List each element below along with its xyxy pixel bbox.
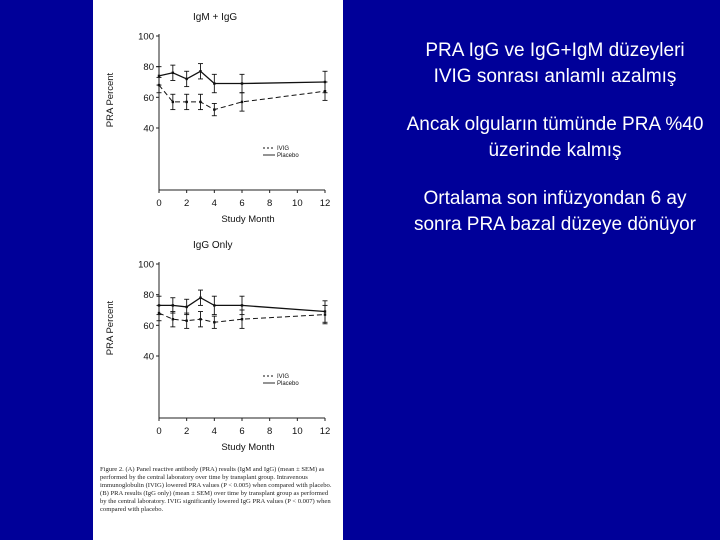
- x-tick-label: 2: [184, 426, 190, 437]
- y-tick-label: 80: [143, 290, 154, 302]
- data-point: [185, 78, 187, 80]
- x-tick-label: 6: [239, 426, 245, 437]
- data-point: [199, 318, 201, 320]
- y-tick-label: 80: [143, 62, 154, 74]
- y-tick-label: 100: [138, 31, 154, 43]
- data-point: [199, 101, 201, 103]
- legend-label: Placebo: [277, 153, 299, 159]
- y-tick-label: 60: [143, 92, 154, 104]
- legend-label: Placebo: [277, 381, 299, 387]
- data-point: [241, 101, 243, 103]
- chart-title: IgM + IgG: [193, 12, 238, 23]
- x-tick-label: 4: [211, 198, 217, 209]
- data-point: [172, 72, 174, 74]
- x-tick-label: 0: [156, 426, 162, 437]
- data-point: [158, 75, 160, 77]
- x-tick-label: 2: [184, 198, 190, 209]
- data-point: [185, 101, 187, 103]
- data-point: [199, 297, 201, 299]
- chart-title: IgG Only: [193, 240, 233, 251]
- y-tick-label: 40: [143, 123, 154, 135]
- x-tick-label: 12: [319, 198, 331, 209]
- data-point: [324, 90, 326, 92]
- figure-svg: [93, 0, 343, 540]
- data-point: [241, 304, 243, 306]
- x-axis-label: Study Month: [221, 214, 275, 225]
- x-tick-label: 8: [267, 426, 273, 437]
- y-axis-label: PRA Percent: [105, 300, 116, 356]
- legend-label: IVIG: [277, 146, 290, 152]
- figure-scan: [93, 0, 343, 540]
- data-point: [213, 304, 215, 306]
- figure-caption: Figure 2. (A) Panel reactive antibody (PRA) results (IgM and IgG) (mean ± SEM) as performed by the central laboratory over time by transplant group. Intravenous immunoglobulin (IVIG) lowered PRA values (P < 0.005) when compared with placebo. (B) PRA results (IgG only) (mean ± SEM) over time by transplant group as performed by the central laboratory. IVIG significantly lowered IgG PRA values (P < 0.007) when compared with placebo.: [100, 466, 332, 514]
- x-tick-label: 6: [239, 198, 245, 209]
- data-point: [241, 82, 243, 84]
- y-axis-label: PRA Percent: [105, 72, 116, 128]
- chart-igm-igg: [105, 12, 330, 225]
- slide-text: [405, 38, 705, 260]
- bullet-3: Ortalama son infüzyondan 6 ay sonra PRA bazal düzeye dönüyor: [413, 188, 696, 235]
- x-axis-label: Study Month: [221, 442, 275, 453]
- y-tick-label: 100: [138, 259, 154, 271]
- data-point: [185, 306, 187, 308]
- data-point: [324, 313, 326, 315]
- x-tick-label: 10: [292, 426, 303, 437]
- data-point: [185, 320, 187, 322]
- x-tick-label: 10: [292, 198, 303, 209]
- x-tick-label: 4: [211, 426, 217, 437]
- legend-label: IVIG: [277, 374, 290, 380]
- bullet-2: Ancak olguların tümünde PRA %40 üzerinde kalmış: [406, 114, 704, 161]
- data-point: [241, 318, 243, 320]
- data-point: [213, 82, 215, 84]
- data-point: [213, 108, 215, 110]
- data-point: [199, 70, 201, 72]
- chart-igg-only: [105, 240, 330, 453]
- data-point: [172, 318, 174, 320]
- y-tick-label: 40: [143, 351, 154, 363]
- data-point: [158, 84, 160, 86]
- data-point: [172, 101, 174, 103]
- bullet-1: PRA IgG ve IgG+IgM düzeyleri IVIG sonrası anlamlı azalmış: [425, 40, 685, 87]
- x-tick-label: 0: [156, 198, 162, 209]
- y-tick-label: 60: [143, 320, 154, 332]
- data-point: [158, 312, 160, 314]
- data-point: [213, 321, 215, 323]
- x-tick-label: 8: [267, 198, 273, 209]
- data-point: [172, 304, 174, 306]
- x-tick-label: 12: [319, 426, 331, 437]
